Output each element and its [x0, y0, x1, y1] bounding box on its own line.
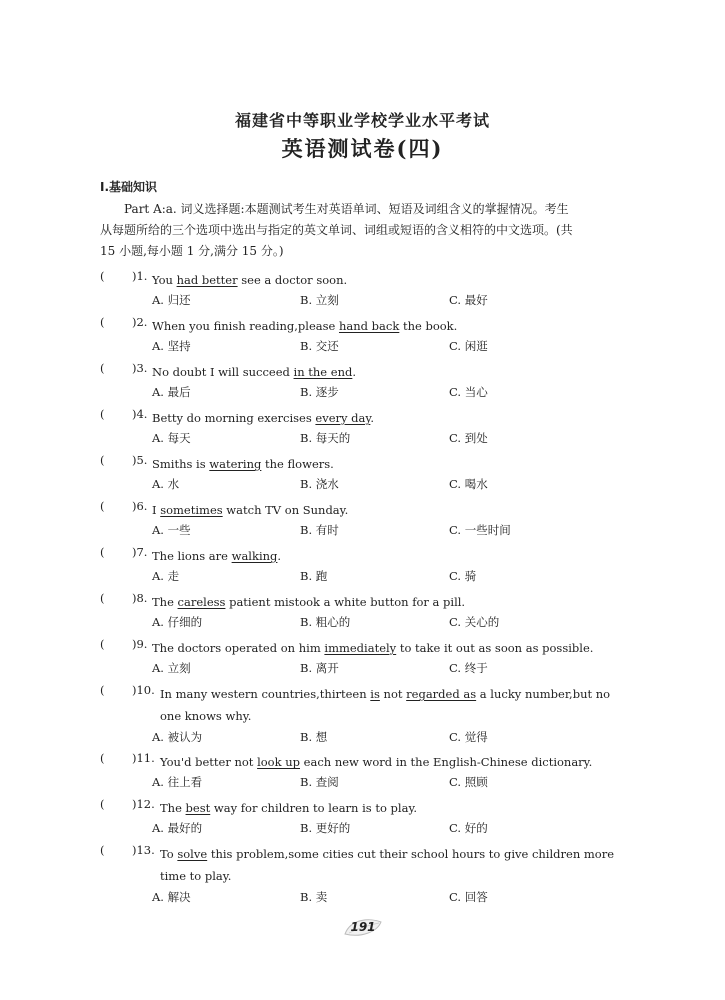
option-b[interactable]: B. 跑 — [300, 569, 328, 583]
stem-text: When you finish reading,please — [152, 319, 339, 333]
stem-text: Betty do morning exercises — [152, 411, 316, 425]
option-c[interactable]: C. 回答 — [449, 890, 488, 904]
stem-text: To — [160, 847, 178, 861]
stem-text: You — [152, 273, 177, 287]
stem-text: patient mistook a white button for a pill. — [225, 595, 466, 609]
option-a[interactable]: A. 解决 — [152, 890, 191, 904]
page-number-badge — [341, 916, 385, 940]
option-b[interactable]: B. 更好的 — [300, 821, 351, 835]
stem-text: No doubt I will succeed — [152, 365, 294, 379]
stem-text: to take it out as soon as possible. — [396, 641, 594, 655]
key-phrase: in the end — [293, 365, 353, 379]
key-phrase: watering — [209, 457, 262, 471]
option-b[interactable]: B. 离开 — [300, 661, 339, 675]
answer-paren[interactable]: ( — [100, 315, 105, 329]
option-a[interactable]: A. 水 — [152, 477, 180, 491]
stem-text: see a doctor soon. — [237, 273, 348, 287]
key-phrase: had better — [176, 273, 238, 287]
exam-title: 福建省中等职业学校学业水平考试 — [234, 111, 490, 130]
stem-text: The — [160, 801, 186, 815]
option-b[interactable]: B. 浇水 — [300, 477, 339, 491]
option-a[interactable]: A. 被认为 — [152, 730, 203, 744]
question-number: )8. — [132, 591, 148, 605]
key-phrase: best — [185, 801, 211, 815]
stem-text: . — [352, 365, 356, 379]
stem-text: each new word in the English-Chinese dictionary. — [300, 755, 593, 769]
option-a[interactable]: A. 每天 — [152, 431, 191, 445]
page-number: 191 — [350, 920, 376, 934]
answer-paren[interactable]: ( — [100, 843, 105, 857]
stem-text: Smiths is — [152, 457, 210, 471]
option-a[interactable]: A. 归还 — [152, 293, 191, 307]
key-phrase: careless — [177, 595, 226, 609]
option-c[interactable]: C. 终于 — [449, 661, 488, 675]
answer-paren[interactable]: ( — [100, 545, 105, 559]
answer-paren[interactable]: ( — [100, 751, 105, 765]
stem-text: I — [152, 503, 161, 517]
instruction-line: 从每题所给的三个选项中选出与指定的英文单词、词组或短语的含义相符的中文选项。(共 — [100, 223, 573, 237]
option-c[interactable]: C. 一些时间 — [449, 523, 511, 537]
answer-paren[interactable]: ( — [100, 499, 105, 513]
question-stem — [152, 545, 630, 567]
option-a[interactable]: A. 往上看 — [152, 775, 203, 789]
stem-continuation: time to play. — [160, 869, 232, 883]
key-phrase: solve — [177, 847, 208, 861]
question-number: )2. — [132, 315, 148, 329]
option-c[interactable]: C. 到处 — [449, 431, 488, 445]
option-c[interactable]: C. 关心的 — [449, 615, 500, 629]
stem-text: . — [370, 411, 375, 425]
answer-paren[interactable]: ( — [100, 591, 105, 605]
key-phrase: is — [370, 687, 380, 701]
question-stem — [160, 751, 638, 773]
instruction-line: Part A:a. 词义选择题:本题测试考生对英语单词、短语及词组含义的掌握情况。考生 — [124, 202, 569, 216]
question-stem — [152, 453, 630, 475]
stem-text: a lucky number,but no — [476, 687, 611, 701]
question-stem — [152, 315, 630, 337]
question-stem — [160, 843, 638, 887]
stem-text: way for children to learn is to play. — [210, 801, 418, 815]
stem-text: You'd better not — [160, 755, 258, 769]
option-b[interactable]: B. 查阅 — [300, 775, 339, 789]
key-phrase: look up — [257, 755, 300, 769]
option-b[interactable]: B. 交还 — [300, 339, 339, 353]
instruction-line: 15 小题,每小题 1 分,满分 15 分。) — [100, 244, 284, 258]
answer-paren[interactable]: ( — [100, 453, 105, 467]
answer-paren[interactable]: ( — [100, 683, 105, 697]
option-b[interactable]: B. 逐步 — [300, 385, 339, 399]
question-number: )5. — [132, 453, 148, 467]
option-b[interactable]: B. 立刻 — [300, 293, 339, 307]
question-number: )7. — [132, 545, 148, 559]
answer-paren[interactable]: ( — [100, 637, 105, 651]
answer-paren[interactable]: ( — [100, 797, 105, 811]
option-c[interactable]: C. 最好 — [449, 293, 488, 307]
stem-text: this problem,some cities cut their school hours to give children more — [207, 847, 615, 861]
option-c[interactable]: C. 觉得 — [449, 730, 488, 744]
option-b[interactable]: B. 想 — [300, 730, 328, 744]
stem-text: the flowers. — [261, 457, 334, 471]
option-a[interactable]: A. 最后 — [152, 385, 191, 399]
question-stem — [152, 591, 630, 613]
question-stem — [160, 797, 638, 819]
exam-subtitle: 英语测试卷(四) — [281, 136, 444, 161]
stem-text: not — [379, 687, 407, 701]
question-number: )6. — [132, 499, 148, 513]
stem-text: the book. — [399, 319, 458, 333]
stem-continuation: one knows why. — [160, 709, 252, 723]
option-c[interactable]: C. 喝水 — [449, 477, 488, 491]
question-number: )10. — [132, 683, 155, 697]
stem-text: The doctors operated on him — [152, 641, 325, 655]
stem-text: The — [152, 595, 178, 609]
question-stem — [152, 361, 630, 383]
answer-paren[interactable]: ( — [100, 407, 105, 421]
option-a[interactable]: A. 一些 — [152, 523, 191, 537]
option-c[interactable]: C. 照顾 — [449, 775, 488, 789]
option-b[interactable]: B. 卖 — [300, 890, 328, 904]
key-phrase: every day — [315, 411, 371, 425]
key-phrase: hand back — [338, 319, 400, 333]
section-heading: Ⅰ.基础知识 — [100, 180, 158, 194]
question-number: )1. — [132, 269, 148, 283]
option-b[interactable]: B. 有时 — [300, 523, 339, 537]
instructions — [100, 199, 628, 262]
question-number: )13. — [132, 843, 155, 857]
option-a[interactable]: A. 立刻 — [152, 661, 191, 675]
key-phrase: walking — [231, 549, 278, 563]
option-c[interactable]: C. 好的 — [449, 821, 488, 835]
option-b[interactable]: B. 每天的 — [300, 431, 351, 445]
option-c[interactable]: C. 骑 — [449, 569, 477, 583]
question-stem — [152, 269, 630, 291]
question-stem — [152, 637, 630, 659]
option-a[interactable]: A. 坚持 — [152, 339, 191, 353]
option-a[interactable]: A. 仔细的 — [152, 615, 203, 629]
question-stem — [160, 683, 638, 727]
question-stem — [152, 499, 630, 521]
stem-text: The lions are — [152, 549, 232, 563]
key-phrase: regarded as — [406, 687, 477, 701]
stem-text: . — [277, 549, 282, 563]
question-number: )11. — [132, 751, 155, 765]
stem-text: In many western countries,thirteen — [160, 687, 371, 701]
option-a[interactable]: A. 最好的 — [152, 821, 203, 835]
option-a[interactable]: A. 走 — [152, 569, 180, 583]
answer-paren[interactable]: ( — [100, 361, 105, 375]
option-b[interactable]: B. 粗心的 — [300, 615, 351, 629]
question-number: )9. — [132, 637, 148, 651]
key-phrase: sometimes — [160, 503, 223, 517]
answer-paren[interactable]: ( — [100, 269, 105, 283]
question-number: )4. — [132, 407, 148, 421]
question-number: )12. — [132, 797, 155, 811]
question-stem — [152, 407, 630, 429]
option-c[interactable]: C. 闲逛 — [449, 339, 488, 353]
question-number: )3. — [132, 361, 148, 375]
option-c[interactable]: C. 当心 — [449, 385, 488, 399]
key-phrase: immediately — [324, 641, 397, 655]
stem-text: watch TV on Sunday. — [222, 503, 349, 517]
